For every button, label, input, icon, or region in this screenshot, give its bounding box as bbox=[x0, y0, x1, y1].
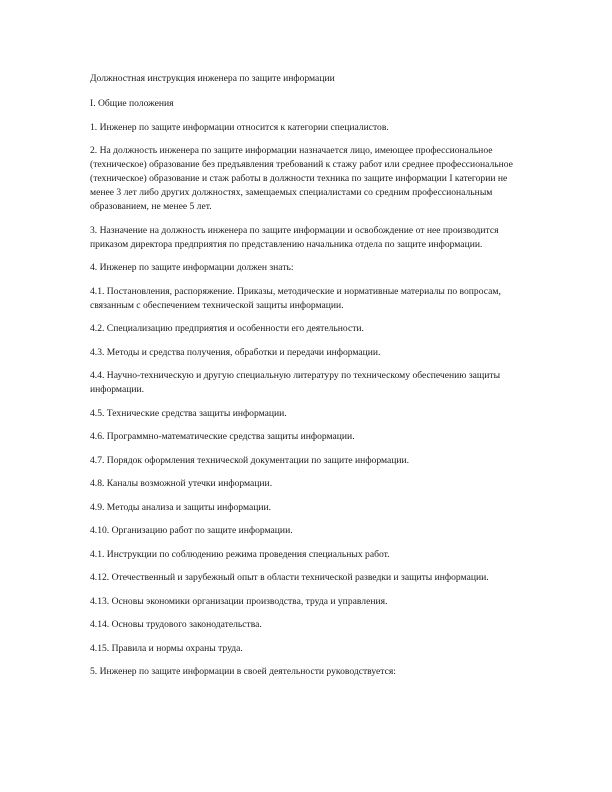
paragraph: 4.2. Специализацию предприятия и особенности его деятельности. bbox=[90, 323, 364, 334]
paragraph: 4.5. Технические средства защиты информации. bbox=[90, 407, 287, 419]
document-body bbox=[90, 72, 526, 689]
paragraph: 4.7. Порядок оформления технической документации по защите информации. bbox=[90, 454, 410, 466]
paragraph: 4.12. Отечественный и зарубежный опыт в области технической разведки и защиты информации. bbox=[90, 572, 489, 583]
paragraph: 4. Инженер по защите информации должен знать: bbox=[90, 262, 294, 273]
paragraph: 2. На должность инженера по защите информации назначается лицо, имеющее профессиональное (техническое) образование без предъявления требований к стажу работ или среднее профессиональное (техническое) образование и стаж работы в должности техника по защите информации I категории не менее 3 лет либо других должностях, замещаемых специалистами со средним профессиональным образованием, не менее 5 лет. bbox=[90, 145, 513, 212]
paragraph: 4.14. Основы трудового законодательства. bbox=[90, 619, 262, 630]
paragraph: 4.10. Организацию работ по защите информации. bbox=[90, 525, 293, 536]
paragraph: 4.4. Научно-техническую и другую специальную литературу по техническому обеспечению защиты информации. bbox=[90, 370, 501, 395]
section-heading: I. Общие положения bbox=[90, 98, 174, 109]
paragraph: 4.13. Основы экономики организации производства, труда и управления. bbox=[90, 595, 388, 607]
paragraph: 4.3. Методы и средства получения, обработки и передачи информации. bbox=[90, 346, 381, 358]
paragraph: 5. Инженер по защите информации в своей деятельности руководствуется: bbox=[90, 666, 396, 677]
paragraph: 4.9. Методы анализа и защиты информации. bbox=[90, 501, 272, 513]
paragraph: 4.1. Постановления, распоряжение. Приказы, методические и нормативные материалы по вопросам, связанным с обеспечением технической защиты информации. bbox=[90, 285, 501, 311]
document-title: Должностная инструкция инженера по защите информации bbox=[90, 73, 335, 84]
paragraph: 3. Назначение на должность инженера по защите информации и освобождение от нее производится приказом директора предприятия по представлению начальника отдела по защите информации. bbox=[90, 224, 499, 250]
paragraph: 1. Инженер по защите информации относится к категории специалистов. bbox=[90, 121, 389, 133]
paragraph: 4.8. Каналы возможной утечки информации. bbox=[90, 478, 273, 489]
paragraph: 4.1. Инструкции по соблюдению режима проведения специальных работ. bbox=[90, 548, 390, 560]
paragraph: 4.6. Программно-математические средства защиты информации. bbox=[90, 431, 355, 442]
paragraph: 4.15. Правила и нормы охраны труда. bbox=[90, 642, 243, 654]
